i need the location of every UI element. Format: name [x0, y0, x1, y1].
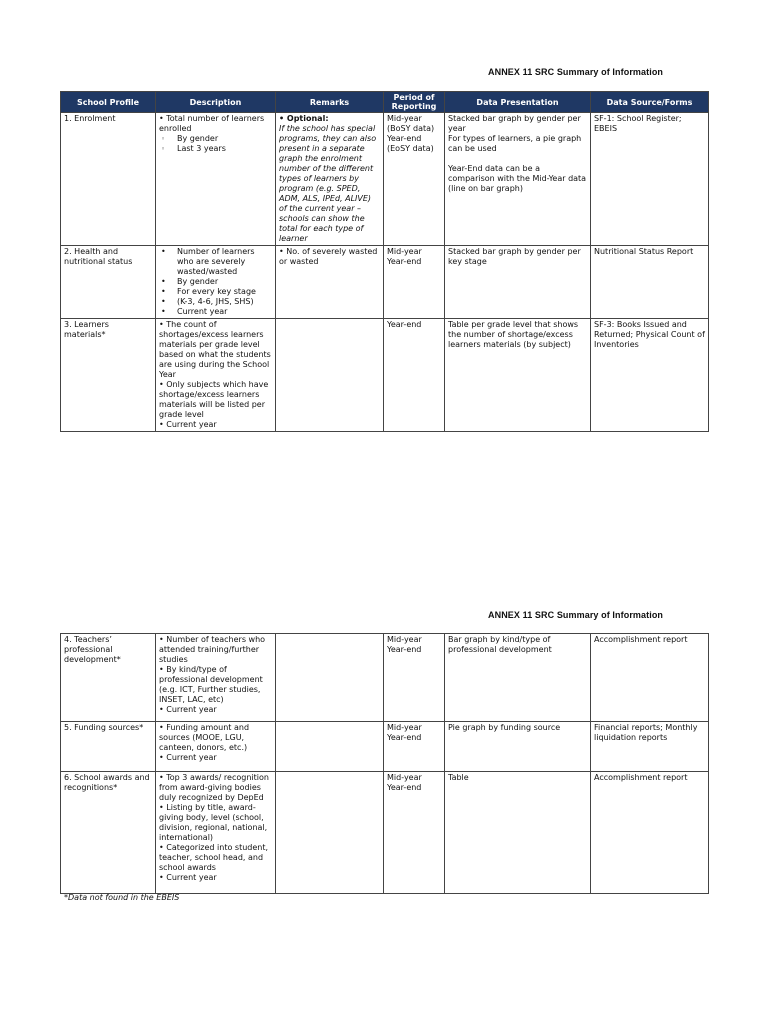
profile-cell: 4. Teachers’ professional development* — [61, 634, 156, 722]
presentation-spacer — [448, 154, 587, 164]
period-cell: Year-end — [384, 319, 445, 432]
period-cell — [384, 722, 445, 772]
period-cell — [384, 113, 445, 246]
period-line: Year-end — [387, 134, 422, 143]
table-row — [61, 246, 709, 319]
period-line: Mid-year — [387, 723, 422, 732]
presentation-cell: Table per grade level that shows the number of shortage/excess learners materials (by subject) — [445, 319, 591, 432]
period-line: (BoSY data) — [387, 124, 435, 133]
description-line: • Number of teachers who attended training/further studies — [159, 635, 266, 664]
footnote: *Data not found in the EBEIS — [64, 893, 180, 902]
description-line: • Current year — [159, 705, 217, 714]
period-cell — [384, 634, 445, 722]
remarks-lead: • Optional: — [279, 114, 329, 123]
header-presentation: Data Presentation — [445, 92, 591, 113]
description-cell — [156, 113, 276, 246]
header-school-profile: School Profile — [61, 92, 156, 113]
remarks-cell — [276, 634, 384, 722]
remarks-cell: • No. of severely wasted or wasted — [276, 246, 384, 319]
table-row — [61, 113, 709, 246]
description-item: • Number of learners who are severely wasted/wasted — [159, 247, 272, 277]
table-row — [61, 319, 709, 432]
period-line: Year-end — [387, 645, 422, 654]
summary-table-2 — [60, 633, 709, 894]
source-cell: Nutritional Status Report — [591, 246, 709, 319]
period-line: Mid-year — [387, 247, 422, 256]
table-row — [61, 722, 709, 772]
description-line: • Top 3 awards/ recognition from award-giving bodies duly recognized by DepEd — [159, 773, 269, 802]
description-cell — [156, 246, 276, 319]
period-line: Mid-year — [387, 773, 422, 782]
description-cell — [156, 772, 276, 894]
header-remarks: Remarks — [276, 92, 384, 113]
header-description: Description — [156, 92, 276, 113]
source-cell: SF-3: Books Issued and Returned; Physical Count of Inventories — [591, 319, 709, 432]
description-line: • The count of shortages/excess learners materials per grade level based on what the students are using during the School Year — [159, 320, 271, 379]
source-cell: Accomplishment report — [591, 772, 709, 894]
annex-title-2: ANNEX 11 SRC Summary of Information — [488, 610, 664, 620]
period-line: (EoSY data) — [387, 144, 434, 153]
summary-table-1 — [60, 91, 709, 432]
annex-title-1: ANNEX 11 SRC Summary of Information — [488, 67, 664, 77]
description-line: • Current year — [159, 873, 217, 882]
header-row — [61, 92, 709, 113]
period-line: Year-end — [387, 257, 422, 266]
remarks-cell — [276, 113, 384, 246]
description-line: • Categorized into student, teacher, school head, and school awards — [159, 843, 269, 872]
description-cell — [156, 722, 276, 772]
source-cell: Financial reports; Monthly liquidation reports — [591, 722, 709, 772]
description-item: • For every key stage — [159, 287, 272, 297]
remarks-cell — [276, 319, 384, 432]
presentation-line: Stacked bar graph by gender per year — [448, 114, 581, 133]
profile-cell: 5. Funding sources* — [61, 722, 156, 772]
description-item: • (K-3, 4-6, JHS, SHS) — [159, 297, 272, 307]
description-line: • Current year — [159, 420, 217, 429]
remarks-cell — [276, 722, 384, 772]
period-line: Year-end — [387, 733, 422, 742]
table-row — [61, 634, 709, 722]
table-row — [61, 772, 709, 894]
description-item: ◦ Last 3 years — [159, 144, 272, 154]
presentation-cell: Table — [445, 772, 591, 894]
presentation-cell: Pie graph by funding source — [445, 722, 591, 772]
period-line: Mid-year — [387, 114, 422, 123]
description-line: • Total number of learners enrolled — [159, 114, 265, 133]
source-cell: SF-1: School Register; EBEIS — [591, 113, 709, 246]
remarks-body: If the school has special programs, they can also present in a separate graph the enrolment number of the different types of learners by program (e.g. SPED, ADM, ALS, IPEd, ALIVE) of the current year – schools can show the total for each type of learner — [279, 124, 377, 243]
description-cell — [156, 634, 276, 722]
profile-cell: 3. Learners materials* — [61, 319, 156, 432]
presentation-cell — [445, 113, 591, 246]
source-cell: Accomplishment report — [591, 634, 709, 722]
period-cell — [384, 246, 445, 319]
description-line: • Funding amount and sources (MOOE, LGU, canteen, donors, etc.) — [159, 723, 250, 752]
presentation-line: For types of learners, a pie graph can be used — [448, 134, 582, 153]
description-line: • Listing by title, award-giving body, level (school, division, regional, national, international) — [159, 803, 268, 842]
profile-cell: 2. Health and nutritional status — [61, 246, 156, 319]
description-line: • By kind/type of professional development (e.g. ICT, Further studies, INSET, LAC, etc) — [159, 665, 263, 704]
header-source: Data Source/Forms — [591, 92, 709, 113]
description-item: • Current year — [159, 307, 272, 317]
presentation-cell: Bar graph by kind/type of professional development — [445, 634, 591, 722]
period-cell — [384, 772, 445, 894]
description-cell — [156, 319, 276, 432]
presentation-cell: Stacked bar graph by gender per key stage — [445, 246, 591, 319]
header-period: Period of Reporting — [384, 92, 445, 113]
description-line: • Current year — [159, 753, 217, 762]
description-item: • By gender — [159, 277, 272, 287]
period-line: Mid-year — [387, 635, 422, 644]
profile-cell: 6. School awards and recognitions* — [61, 772, 156, 894]
profile-cell: 1. Enrolment — [61, 113, 156, 246]
presentation-line: Year-End data can be a comparison with the Mid-Year data (line on bar graph) — [448, 164, 587, 193]
period-line: Year-end — [387, 783, 422, 792]
remarks-cell — [276, 772, 384, 894]
description-line: • Only subjects which have shortage/excess learners materials will be listed per grade level — [159, 380, 269, 419]
description-item: ◦ By gender — [159, 134, 272, 144]
